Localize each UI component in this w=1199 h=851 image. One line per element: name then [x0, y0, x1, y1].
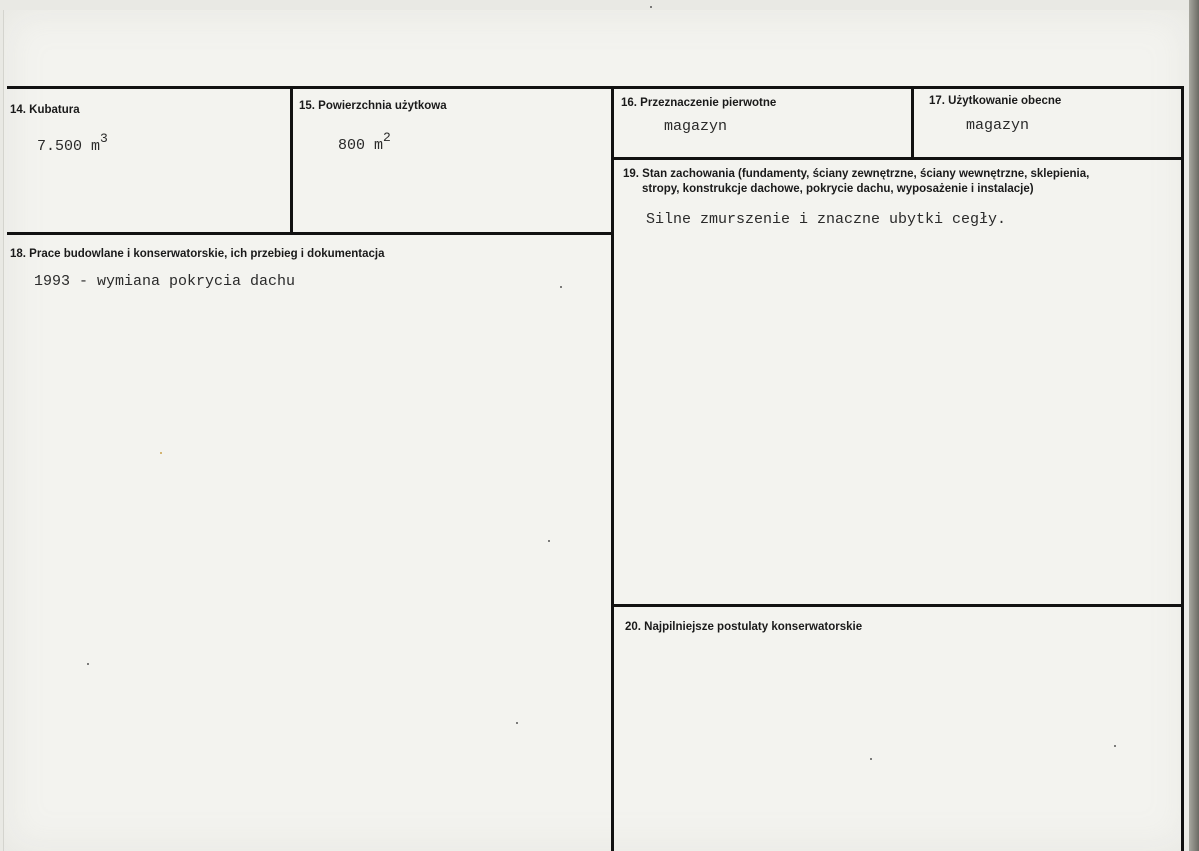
divider-14-15 — [290, 88, 293, 234]
scan-speck — [87, 663, 89, 665]
right-border — [1181, 86, 1184, 851]
field-14-value — [37, 133, 108, 155]
field-18-label: 18. Prace budowlane i konserwatorskie, ich przebieg i dokumentacja — [10, 248, 385, 260]
field-15-value-text: 800 m — [338, 137, 384, 154]
rule-right-row1-bottom — [612, 157, 1183, 160]
field-14-label: 14. Kubatura — [10, 104, 80, 116]
scan-speck — [870, 758, 872, 760]
field-15-label: 15. Powierzchnia użytkowa — [299, 100, 447, 112]
field-16-label: 16. Przeznaczenie pierwotne — [621, 97, 777, 109]
scan-speck — [160, 452, 162, 454]
field-19-label-line2: stropy, konstrukcje dachowe, pokrycie dachu, wyposażenie i instalacje) — [642, 183, 1034, 195]
scan-edge — [1189, 0, 1199, 851]
field-14-value-text: 7.500 m — [37, 138, 101, 155]
field-16-value: magazyn — [664, 118, 728, 135]
field-18-value: 1993 - wymiana pokrycia dachu — [34, 273, 296, 290]
field-19-value: Silne zmurszenie i znaczne ubytki cegły. — [646, 211, 1007, 228]
field-17-value: magazyn — [966, 117, 1030, 134]
scan-speck — [560, 286, 562, 288]
divider-center — [611, 88, 614, 851]
scan-speck — [548, 540, 550, 542]
field-14-unit-power: 3 — [100, 131, 108, 146]
scan-speck — [650, 6, 652, 8]
field-19-label-line1: 19. Stan zachowania (fundamenty, ściany zewnętrzne, ściany wewnętrzne, sklepienia, — [623, 168, 1090, 180]
record-card — [3, 10, 1191, 851]
rule-left-row1-bottom — [7, 232, 612, 235]
top-rule — [7, 86, 1183, 89]
field-17-label: 17. Użytkowanie obecne — [929, 95, 1062, 107]
field-15-unit-power: 2 — [383, 130, 391, 145]
divider-16-17 — [911, 88, 914, 159]
field-20-label: 20. Najpilniejsze postulaty konserwatorskie — [625, 621, 863, 633]
scan-speck — [516, 722, 518, 724]
rule-field20-top — [612, 604, 1183, 607]
scan-speck — [1114, 745, 1116, 747]
field-15-value — [338, 132, 391, 154]
